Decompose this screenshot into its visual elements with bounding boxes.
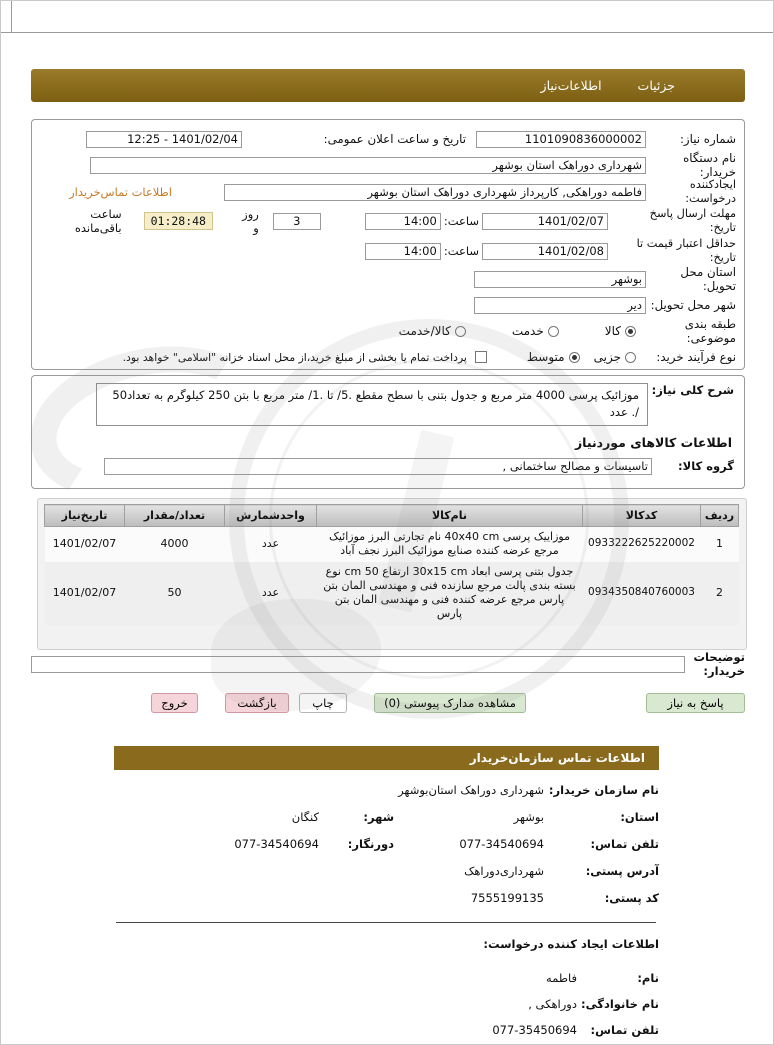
hours-remaining-label: ساعت باقی‌مانده: [74, 207, 122, 235]
buyer-contact-section: [114, 783, 659, 918]
creator-first-name-row: [114, 971, 659, 985]
buyer-contact-heading-bar: [114, 746, 659, 770]
buyer-org-row: [40, 152, 736, 178]
process-type-row: [40, 344, 736, 370]
table-row: [45, 562, 739, 625]
back-button[interactable]: بازگشت: [225, 693, 289, 713]
col-unit: واحدشمارش: [225, 505, 317, 527]
postal-code-label: کد پستی:: [604, 891, 659, 905]
goods-group-label: گروه کالا:: [678, 459, 734, 473]
creator-phone-label: تلفن تماس:: [590, 1023, 659, 1037]
goods-info-heading: اطلاعات کالاهای موردنیاز: [574, 434, 732, 450]
creator-section-heading: اطلاعات ایجاد کننده درخواست:: [483, 937, 659, 951]
radio-option-medium[interactable]: متوسط: [527, 350, 580, 364]
print-button[interactable]: چاپ: [299, 693, 347, 713]
cell-unit: عدد: [225, 562, 317, 625]
need-number-input[interactable]: [476, 131, 646, 148]
subject-class-row: [40, 318, 736, 344]
radio-option-goods[interactable]: کالا: [605, 324, 636, 338]
fax-value: 077-34540694: [234, 837, 319, 851]
need-desc-label: شرح کلی نیاز:: [651, 383, 734, 397]
buyer-contact-link[interactable]: اطلاعات تماس‌خریدار: [69, 185, 172, 199]
phone-value: 077-34540694: [459, 837, 544, 851]
creator-phone-value: 077-35450694: [492, 1023, 577, 1037]
goods-table: [44, 504, 739, 625]
radio-option-service[interactable]: خدمت: [512, 324, 559, 338]
cell-unit: عدد: [225, 527, 317, 562]
radio-goods-icon[interactable]: [625, 326, 636, 337]
reply-deadline-row: [40, 206, 736, 236]
cell-need-date: 1401/02/07: [45, 562, 125, 625]
delivery-province-row: [40, 266, 736, 292]
need-description-panel: [31, 375, 745, 489]
radio-option-minor[interactable]: جزیی: [594, 350, 636, 364]
address-value: شهرداری‌دوراهک: [464, 864, 544, 878]
validity-time-label: ساعت:: [443, 244, 479, 258]
need-desc-row: [42, 383, 734, 426]
price-validity-time-input[interactable]: [365, 243, 441, 260]
radio-option-goods-service[interactable]: کالا/خدمت: [399, 324, 466, 338]
reply-time-label: ساعت:: [443, 214, 479, 228]
reply-deadline-label: مهلت ارسال پاسخ تاریخ:: [649, 207, 736, 234]
reply-deadline-date-input[interactable]: [482, 213, 608, 230]
creator-input[interactable]: [224, 184, 646, 201]
process-type-label: نوع فرآیند خرید:: [656, 350, 736, 364]
buyer-notes-label: توضیحات خریدار:: [693, 650, 745, 678]
radio-service-icon[interactable]: [548, 326, 559, 337]
address-label: آدرس پستی:: [585, 864, 659, 878]
contact-org-row: [114, 783, 659, 797]
cell-row-number: 2: [701, 562, 739, 625]
cell-item-name: موزاییک پرسی 40x40 cm نام تجارتی البرز موزائیک مرجع عرضه کننده صنایع موزائیک البرز نجف آباد: [317, 527, 583, 562]
cell-row-number: 1: [701, 527, 739, 562]
last-name-label: نام خانوادگی:: [581, 997, 659, 1011]
city-label: شهر:: [363, 810, 394, 824]
province-label: استان:: [620, 810, 659, 824]
buyer-org-input[interactable]: [90, 157, 646, 174]
action-buttons: [31, 693, 745, 715]
radio-minor-icon[interactable]: [625, 352, 636, 363]
delivery-province-label: استان محل تحویل:: [680, 265, 736, 293]
cell-item-name: جدول بتنی پرسی ابعاد 30x15 cm ارتفاع 50 cm نوع بسته بندی پالت مرجع سازنده فنی و مهندسی المان بتن پارس مرجع عرضه کننده فنی و مهندسی المان بتن پارس: [317, 562, 583, 625]
remaining-days-input[interactable]: [273, 213, 321, 230]
cell-item-code: 0933222625220002: [583, 527, 701, 562]
goods-group-row: [42, 458, 734, 475]
goods-table-header-row: [45, 505, 739, 527]
tab-bar: [31, 69, 745, 102]
buyer-notes-input[interactable]: [31, 656, 685, 673]
first-name-label: نام:: [637, 971, 659, 985]
tab-details[interactable]: جزئیات: [637, 78, 675, 93]
subject-class-label: طبقه بندی موضوعی:: [684, 317, 736, 345]
view-attachments-button[interactable]: مشاهده مدارک پیوستی (0): [374, 693, 526, 713]
tab-need-info[interactable]: اطلاعات‌نیاز: [540, 78, 602, 93]
contact-province-city-row: [114, 810, 659, 824]
announce-label: تاریخ و ساعت اعلان عمومی:: [323, 132, 466, 146]
price-validity-label: حداقل اعتبار قیمت تا تاریخ:: [636, 237, 736, 264]
creator-last-name-row: [114, 997, 659, 1011]
buyer-org-label: نام دستگاه خریدار:: [683, 151, 736, 179]
goods-table-container: [37, 498, 747, 650]
org-name-value: شهرداری دوراهک استان‌بوشهر: [398, 783, 544, 797]
last-name-value: دوراهکی ,: [528, 997, 577, 1011]
top-chrome-line: [1, 32, 774, 33]
cell-quantity: 4000: [125, 527, 225, 562]
countdown-timer: 01:28:48: [144, 212, 213, 230]
contact-postal-row: [114, 891, 659, 905]
phone-label: تلفن تماس:: [590, 837, 659, 851]
first-name-value: فاطمه: [546, 971, 577, 985]
col-quantity: تعداد/مقدار: [125, 505, 225, 527]
price-validity-row: [40, 236, 736, 266]
city-value: کنگان: [291, 810, 319, 824]
delivery-city-label: شهر محل تحویل:: [650, 298, 736, 312]
province-value: بوشهر: [513, 810, 544, 824]
treasury-note: پرداخت تمام یا بخشی از مبلغ خرید،از محل اسناد خزانه "اسلامی" خواهد بود.: [122, 350, 467, 364]
top-chrome-tick: [11, 1, 12, 32]
delivery-city-row: [40, 292, 736, 318]
radio-medium-icon[interactable]: [569, 352, 580, 363]
table-row: [45, 527, 739, 562]
org-name-label: نام سازمان خریدار:: [548, 783, 659, 797]
cell-item-code: 0934350840760003: [583, 562, 701, 625]
col-item-code: کدکالا: [583, 505, 701, 527]
creator-phone-row: [114, 1023, 659, 1037]
col-need-date: تاریخ‌نیاز: [45, 505, 125, 527]
need-number-label: شماره نیاز:: [679, 132, 736, 146]
cell-quantity: 50: [125, 562, 225, 625]
announce-datetime-input[interactable]: [86, 131, 242, 148]
goods-group-input[interactable]: [104, 458, 652, 475]
col-item-name: نام‌کالا: [317, 505, 583, 527]
need-desc-box: موزائیک پرسی 4000 متر مربع و جدول بتنی با سطح مقطع .5/ تا .1/ متر مربع با بتن 250 کیلوگرم به تعداد50 /. عدد: [96, 383, 648, 426]
cell-need-date: 1401/02/07: [45, 527, 125, 562]
buyer-notes-row: [31, 651, 745, 679]
radio-goods-service-icon[interactable]: [455, 326, 466, 337]
need-number-row: [40, 126, 736, 152]
creator-row: [40, 178, 736, 206]
delivery-province-input[interactable]: [474, 271, 646, 288]
exit-button[interactable]: خروج: [151, 693, 198, 713]
creator-label: ایجادکننده درخواست:: [685, 178, 736, 205]
contact-address-row: [114, 864, 659, 878]
postal-code-value: 7555199135: [470, 891, 544, 905]
section-divider: [116, 922, 656, 923]
days-and-label: روز و: [242, 207, 259, 235]
fax-label: دورنگار:: [347, 837, 394, 851]
contact-phone-fax-row: [114, 837, 659, 851]
treasury-checkbox[interactable]: [475, 351, 487, 363]
price-validity-date-input[interactable]: [482, 243, 608, 260]
reply-deadline-time-input[interactable]: [365, 213, 441, 230]
delivery-city-input[interactable]: [474, 297, 646, 314]
request-creator-section: [114, 937, 659, 1045]
reply-to-need-button[interactable]: پاسخ به نیاز: [646, 693, 745, 713]
need-details-panel: [31, 119, 745, 370]
col-row-number: ردیف: [701, 505, 739, 527]
buyer-contact-heading: اطلاعات تماس سازمان‌خریدار: [469, 751, 645, 765]
